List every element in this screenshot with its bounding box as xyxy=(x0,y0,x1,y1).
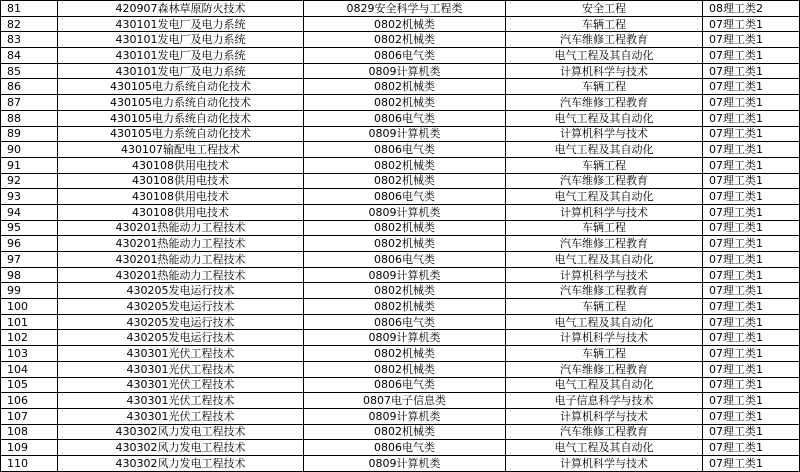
table-row xyxy=(1,424,800,440)
table-row xyxy=(1,16,800,32)
exam-group-cell: 07理工类1 xyxy=(703,455,800,471)
discipline-cell: 汽车维修工程教育 xyxy=(506,283,703,299)
exam-group-cell: 07理工类1 xyxy=(703,204,800,220)
discipline-cell: 车辆工程 xyxy=(506,157,703,173)
major-code-name-cell: 430101发电厂及电力系统 xyxy=(58,32,304,48)
row-number-cell: 93 xyxy=(1,189,58,205)
exam-group-cell: 07理工类1 xyxy=(703,157,800,173)
major-code-name-cell: 430108供用电技术 xyxy=(58,204,304,220)
major-code-name-cell: 430107输配电工程技术 xyxy=(58,142,304,158)
major-code-name-cell: 430105电力系统自动化技术 xyxy=(58,79,304,95)
table-row xyxy=(1,220,800,236)
exam-group-cell: 07理工类1 xyxy=(703,173,800,189)
major-code-name-cell: 430105电力系统自动化技术 xyxy=(58,110,304,126)
exam-group-cell: 07理工类1 xyxy=(703,267,800,283)
table-body xyxy=(1,1,800,472)
row-number-cell: 92 xyxy=(1,173,58,189)
major-code-name-cell: 430205发电运行技术 xyxy=(58,283,304,299)
major-code-name-cell: 430108供用电技术 xyxy=(58,189,304,205)
table-row xyxy=(1,455,800,471)
exam-group-cell: 07理工类1 xyxy=(703,346,800,362)
discipline-cell: 电子信息科学与技术 xyxy=(506,393,703,409)
exam-group-cell: 07理工类1 xyxy=(703,424,800,440)
major-code-name-cell: 430201热能动力工程技术 xyxy=(58,252,304,268)
table-row xyxy=(1,283,800,299)
table-row xyxy=(1,330,800,346)
row-number-cell: 90 xyxy=(1,142,58,158)
exam-group-cell: 07理工类1 xyxy=(703,63,800,79)
discipline-cell: 计算机科学与技术 xyxy=(506,455,703,471)
row-number-cell: 87 xyxy=(1,95,58,111)
major-code-name-cell: 430302风力发电工程技术 xyxy=(58,440,304,456)
category-cell: 0809计算机类 xyxy=(304,63,506,79)
discipline-cell: 计算机科学与技术 xyxy=(506,126,703,142)
discipline-cell: 安全工程 xyxy=(506,1,703,17)
category-cell: 0807电子信息类 xyxy=(304,393,506,409)
exam-group-cell: 07理工类1 xyxy=(703,16,800,32)
discipline-cell: 电气工程及其自动化 xyxy=(506,142,703,158)
table-row xyxy=(1,189,800,205)
discipline-cell: 电气工程及其自动化 xyxy=(506,377,703,393)
exam-group-cell: 07理工类1 xyxy=(703,95,800,111)
category-cell: 0806电气类 xyxy=(304,314,506,330)
discipline-cell: 汽车维修工程教育 xyxy=(506,424,703,440)
row-number-cell: 91 xyxy=(1,157,58,173)
category-cell: 0806电气类 xyxy=(304,110,506,126)
exam-group-cell: 07理工类1 xyxy=(703,220,800,236)
table-row xyxy=(1,377,800,393)
discipline-cell: 汽车维修工程教育 xyxy=(506,32,703,48)
exam-group-cell: 07理工类1 xyxy=(703,408,800,424)
category-cell: 0802机械类 xyxy=(304,16,506,32)
table-row xyxy=(1,236,800,252)
major-code-name-cell: 430101发电厂及电力系统 xyxy=(58,16,304,32)
major-code-name-cell: 430101发电厂及电力系统 xyxy=(58,63,304,79)
row-number-cell: 99 xyxy=(1,283,58,299)
category-cell: 0802机械类 xyxy=(304,157,506,173)
exam-group-cell: 07理工类1 xyxy=(703,252,800,268)
row-number-cell: 101 xyxy=(1,314,58,330)
discipline-cell: 电气工程及其自动化 xyxy=(506,189,703,205)
major-code-name-cell: 430205发电运行技术 xyxy=(58,330,304,346)
row-number-cell: 109 xyxy=(1,440,58,456)
major-code-name-cell: 430301光伏工程技术 xyxy=(58,346,304,362)
table-row xyxy=(1,440,800,456)
category-cell: 0809计算机类 xyxy=(304,204,506,220)
discipline-cell: 车辆工程 xyxy=(506,346,703,362)
discipline-cell: 车辆工程 xyxy=(506,299,703,315)
discipline-cell: 车辆工程 xyxy=(506,16,703,32)
row-number-cell: 103 xyxy=(1,346,58,362)
major-code-name-cell: 430101发电厂及电力系统 xyxy=(58,48,304,64)
table-row xyxy=(1,299,800,315)
category-cell: 0802机械类 xyxy=(304,424,506,440)
category-cell: 0806电气类 xyxy=(304,189,506,205)
major-code-name-cell: 430301光伏工程技术 xyxy=(58,377,304,393)
exam-group-cell: 07理工类1 xyxy=(703,314,800,330)
table-row xyxy=(1,173,800,189)
exam-group-cell: 07理工类1 xyxy=(703,189,800,205)
table-row xyxy=(1,267,800,283)
major-code-name-cell: 430108供用电技术 xyxy=(58,157,304,173)
major-code-name-cell: 430205发电运行技术 xyxy=(58,299,304,315)
row-number-cell: 85 xyxy=(1,63,58,79)
row-number-cell: 82 xyxy=(1,16,58,32)
category-cell: 0809计算机类 xyxy=(304,408,506,424)
row-number-cell: 88 xyxy=(1,110,58,126)
major-code-name-cell: 430302风力发电工程技术 xyxy=(58,455,304,471)
discipline-cell: 计算机科学与技术 xyxy=(506,408,703,424)
table-row xyxy=(1,204,800,220)
discipline-cell: 电气工程及其自动化 xyxy=(506,252,703,268)
discipline-cell: 计算机科学与技术 xyxy=(506,267,703,283)
category-cell: 0802机械类 xyxy=(304,361,506,377)
major-code-name-cell: 430108供用电技术 xyxy=(58,173,304,189)
table-row xyxy=(1,142,800,158)
discipline-cell: 电气工程及其自动化 xyxy=(506,110,703,126)
category-cell: 0802机械类 xyxy=(304,79,506,95)
table-row xyxy=(1,393,800,409)
discipline-cell: 计算机科学与技术 xyxy=(506,204,703,220)
discipline-cell: 汽车维修工程教育 xyxy=(506,236,703,252)
category-cell: 0802机械类 xyxy=(304,32,506,48)
discipline-cell: 电气工程及其自动化 xyxy=(506,48,703,64)
discipline-cell: 电气工程及其自动化 xyxy=(506,314,703,330)
exam-group-cell: 07理工类1 xyxy=(703,377,800,393)
major-code-name-cell: 430301光伏工程技术 xyxy=(58,361,304,377)
discipline-cell: 计算机科学与技术 xyxy=(506,330,703,346)
exam-group-cell: 07理工类1 xyxy=(703,142,800,158)
table-row xyxy=(1,79,800,95)
row-number-cell: 98 xyxy=(1,267,58,283)
row-number-cell: 81 xyxy=(1,1,58,17)
major-code-name-cell: 430105电力系统自动化技术 xyxy=(58,126,304,142)
row-number-cell: 102 xyxy=(1,330,58,346)
row-number-cell: 105 xyxy=(1,377,58,393)
category-cell: 0809计算机类 xyxy=(304,126,506,142)
table-row xyxy=(1,126,800,142)
major-code-name-cell: 430205发电运行技术 xyxy=(58,314,304,330)
table-row xyxy=(1,1,800,17)
exam-group-cell: 08理工类2 xyxy=(703,1,800,17)
exam-group-cell: 07理工类1 xyxy=(703,48,800,64)
category-cell: 0802机械类 xyxy=(304,299,506,315)
category-cell: 0802机械类 xyxy=(304,236,506,252)
category-cell: 0806电气类 xyxy=(304,440,506,456)
category-cell: 0802机械类 xyxy=(304,346,506,362)
row-number-cell: 110 xyxy=(1,455,58,471)
row-number-cell: 94 xyxy=(1,204,58,220)
table-row xyxy=(1,408,800,424)
row-number-cell: 107 xyxy=(1,408,58,424)
table-row xyxy=(1,252,800,268)
exam-group-cell: 07理工类1 xyxy=(703,440,800,456)
category-cell: 0809计算机类 xyxy=(304,267,506,283)
discipline-cell: 电气工程及其自动化 xyxy=(506,440,703,456)
discipline-cell: 车辆工程 xyxy=(506,79,703,95)
exam-group-cell: 07理工类1 xyxy=(703,236,800,252)
exam-group-cell: 07理工类1 xyxy=(703,299,800,315)
exam-group-cell: 07理工类1 xyxy=(703,283,800,299)
row-number-cell: 104 xyxy=(1,361,58,377)
row-number-cell: 106 xyxy=(1,393,58,409)
discipline-cell: 汽车维修工程教育 xyxy=(506,173,703,189)
table-row xyxy=(1,95,800,111)
table-row xyxy=(1,361,800,377)
major-code-name-cell: 420907森林草原防火技术 xyxy=(58,1,304,17)
table-row xyxy=(1,314,800,330)
discipline-cell: 汽车维修工程教育 xyxy=(506,95,703,111)
discipline-cell: 车辆工程 xyxy=(506,220,703,236)
major-code-name-cell: 430201热能动力工程技术 xyxy=(58,220,304,236)
discipline-cell: 汽车维修工程教育 xyxy=(506,361,703,377)
exam-group-cell: 07理工类1 xyxy=(703,126,800,142)
major-code-name-cell: 430201热能动力工程技术 xyxy=(58,236,304,252)
major-code-name-cell: 430201热能动力工程技术 xyxy=(58,267,304,283)
category-cell: 0809计算机类 xyxy=(304,330,506,346)
exam-group-cell: 07理工类1 xyxy=(703,110,800,126)
table-row xyxy=(1,48,800,64)
exam-group-cell: 07理工类1 xyxy=(703,361,800,377)
major-code-name-cell: 430302风力发电工程技术 xyxy=(58,424,304,440)
category-cell: 0806电气类 xyxy=(304,377,506,393)
category-cell: 0829安全科学与工程类 xyxy=(304,1,506,17)
exam-group-cell: 07理工类1 xyxy=(703,330,800,346)
row-number-cell: 83 xyxy=(1,32,58,48)
row-number-cell: 84 xyxy=(1,48,58,64)
exam-group-cell: 07理工类1 xyxy=(703,32,800,48)
row-number-cell: 86 xyxy=(1,79,58,95)
category-cell: 0802机械类 xyxy=(304,220,506,236)
category-cell: 0809计算机类 xyxy=(304,455,506,471)
row-number-cell: 96 xyxy=(1,236,58,252)
table-row xyxy=(1,346,800,362)
row-number-cell: 89 xyxy=(1,126,58,142)
row-number-cell: 97 xyxy=(1,252,58,268)
category-cell: 0802机械类 xyxy=(304,173,506,189)
exam-group-cell: 07理工类1 xyxy=(703,79,800,95)
table-row xyxy=(1,110,800,126)
table-row xyxy=(1,63,800,79)
category-cell: 0802机械类 xyxy=(304,95,506,111)
row-number-cell: 95 xyxy=(1,220,58,236)
exam-group-cell: 07理工类1 xyxy=(703,393,800,409)
category-cell: 0806电气类 xyxy=(304,252,506,268)
major-code-name-cell: 430301光伏工程技术 xyxy=(58,393,304,409)
category-cell: 0802机械类 xyxy=(304,283,506,299)
category-cell: 0806电气类 xyxy=(304,142,506,158)
category-cell: 0806电气类 xyxy=(304,48,506,64)
major-code-name-cell: 430301光伏工程技术 xyxy=(58,408,304,424)
table-row xyxy=(1,32,800,48)
major-code-name-cell: 430105电力系统自动化技术 xyxy=(58,95,304,111)
row-number-cell: 100 xyxy=(1,299,58,315)
row-number-cell: 108 xyxy=(1,424,58,440)
table-row xyxy=(1,157,800,173)
discipline-cell: 计算机科学与技术 xyxy=(506,63,703,79)
